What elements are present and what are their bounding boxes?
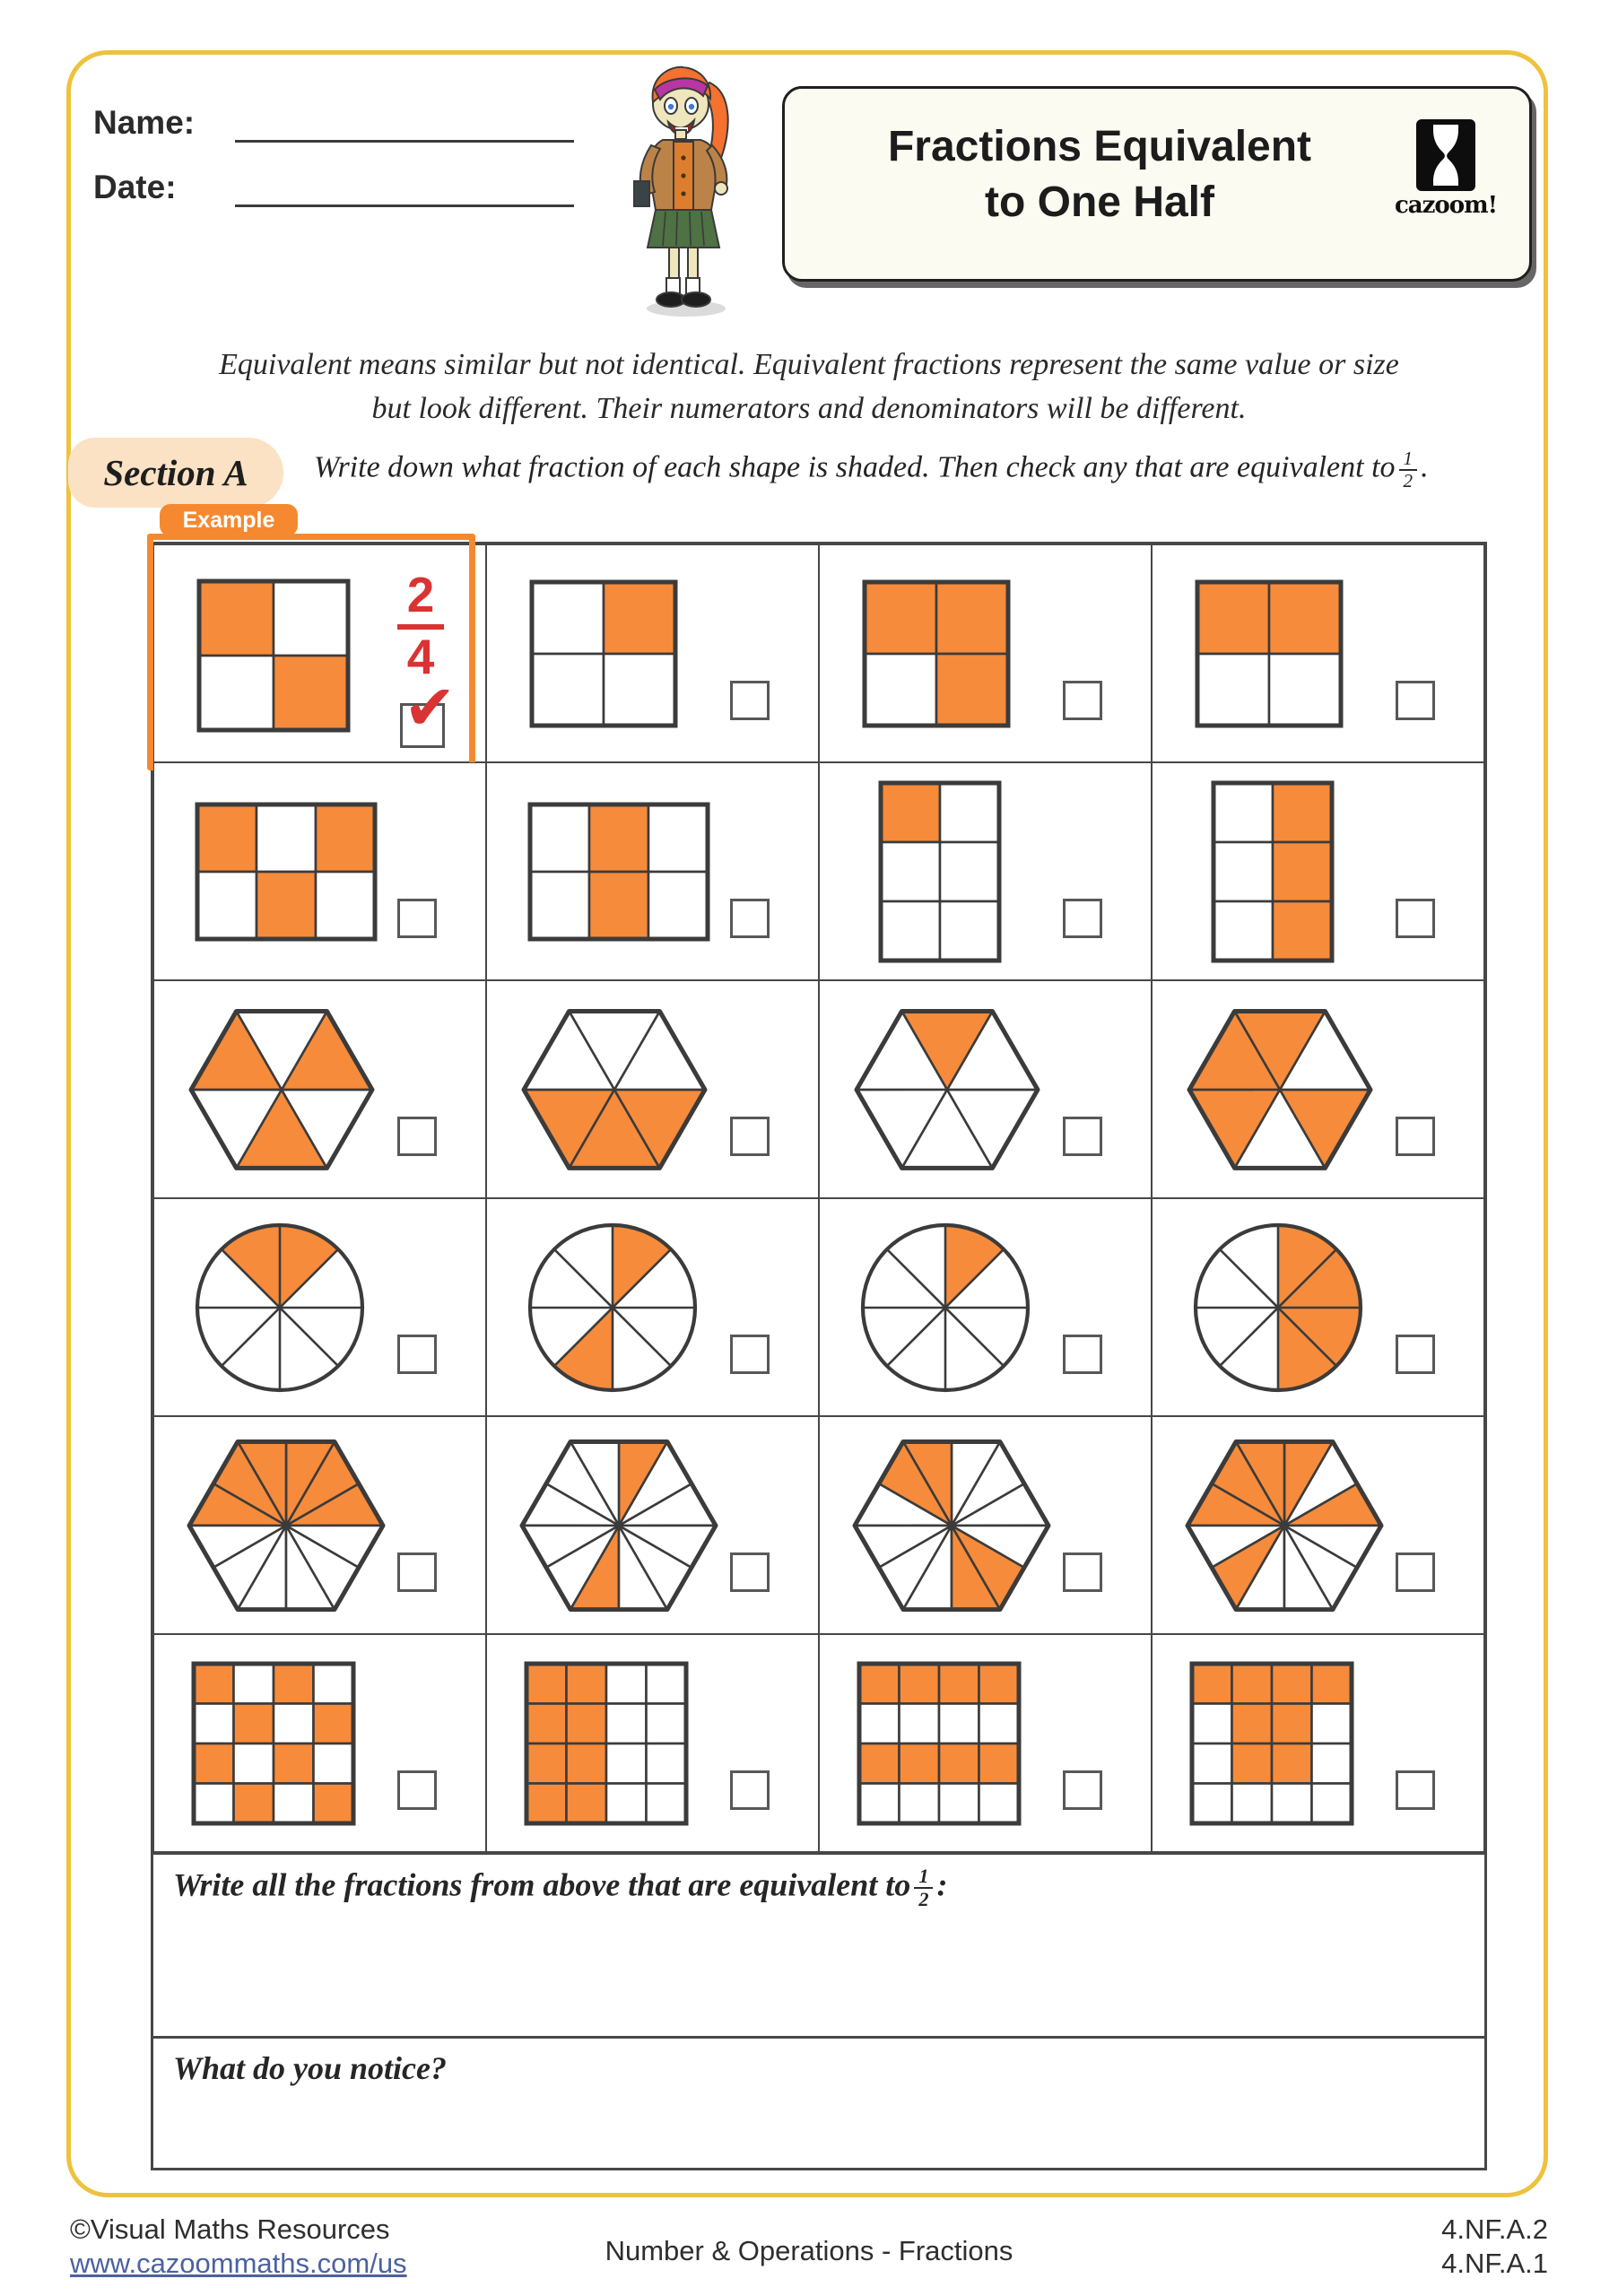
date-label: Date: xyxy=(93,169,177,205)
equivalence-checkbox[interactable] xyxy=(397,1117,437,1156)
equivalence-checkbox[interactable] xyxy=(1063,1770,1102,1810)
fraction-cell-r1c1 xyxy=(153,508,486,762)
rect-grid-figure xyxy=(194,801,378,943)
standard-code-1: 4.NF.A.2 xyxy=(1441,2213,1548,2245)
fraction-cell-r6c3 xyxy=(819,1634,1152,1852)
cazoom-logo-text: cazoom! xyxy=(1394,192,1498,219)
hexagon-12-figure xyxy=(518,1437,720,1613)
equivalence-checkbox[interactable] xyxy=(730,1335,770,1374)
square-grid-figure xyxy=(861,578,1012,729)
hexagon-12-figure xyxy=(850,1437,1053,1613)
fraction-cell-r5c3 xyxy=(819,1416,1152,1634)
intro-text xyxy=(126,343,1492,431)
circle-8-figure xyxy=(525,1220,700,1396)
cazoom-logo-icon xyxy=(1416,119,1475,191)
circle-8-figure xyxy=(192,1220,368,1396)
fraction-cell-r6c2 xyxy=(486,1634,819,1852)
fraction-cell-r3c4 xyxy=(1152,980,1484,1198)
section-a-instruction-period: . xyxy=(1421,450,1429,484)
hexagon-6-figure xyxy=(187,1006,377,1172)
square-grid-16-figure xyxy=(1188,1660,1355,1827)
rect-grid-figure xyxy=(526,801,711,943)
section-a-instruction xyxy=(314,448,1516,491)
equivalence-checkbox[interactable] xyxy=(397,899,437,938)
one-half-fraction: $\frac{1}{2}$ xyxy=(914,1866,933,1910)
copyright-text: ©Visual Maths Resources xyxy=(70,2213,390,2245)
equivalence-checkbox[interactable] xyxy=(1063,1552,1102,1592)
square-grid-16-figure xyxy=(190,1660,357,1827)
title-box xyxy=(782,86,1532,282)
equivalence-checkbox[interactable] xyxy=(1063,1117,1102,1156)
equivalence-checkbox[interactable] xyxy=(1063,899,1102,938)
example-checkbox[interactable] xyxy=(400,671,457,748)
fraction-cell-r6c1 xyxy=(153,1634,486,1852)
fraction-cell-r2c1 xyxy=(153,762,486,980)
fraction-cell-r4c1 xyxy=(153,1198,486,1416)
equivalence-checkbox[interactable] xyxy=(1396,1117,1435,1156)
fraction-cell-r1c4 xyxy=(1152,544,1484,762)
fraction-cell-r4c3 xyxy=(819,1198,1152,1416)
fraction-cell-r5c2 xyxy=(486,1416,819,1634)
square-grid-figure xyxy=(196,578,352,734)
equivalence-checkbox[interactable] xyxy=(730,899,770,938)
circle-8-figure xyxy=(857,1220,1033,1396)
hexagon-6-figure xyxy=(519,1006,709,1172)
intro-line1: Equivalent means similar but not identical. Equivalent fractions represent the same value or size xyxy=(219,348,1399,381)
fraction-cell-r6c4 xyxy=(1152,1634,1484,1852)
equivalence-checkbox[interactable] xyxy=(1396,1335,1435,1374)
question-2-box[interactable] xyxy=(153,2036,1484,2168)
fraction-cell-r3c3 xyxy=(819,980,1152,1198)
equivalence-checkbox[interactable] xyxy=(397,1335,437,1374)
equivalence-checkbox[interactable] xyxy=(1063,1335,1102,1374)
fraction-cell-r2c3 xyxy=(819,762,1152,980)
fraction-cell-r3c2 xyxy=(486,980,819,1198)
fraction-cell-r4c4 xyxy=(1152,1198,1484,1416)
cazoom-logo xyxy=(1387,119,1504,219)
date-input-line[interactable] xyxy=(235,204,574,207)
hexagon-6-figure xyxy=(1185,1006,1375,1172)
website-link[interactable]: www.cazoommaths.com/us xyxy=(70,2248,407,2279)
checkmark-icon: ✔ xyxy=(404,671,457,744)
equivalence-checkbox[interactable] xyxy=(1396,1552,1435,1592)
equivalence-checkbox[interactable] xyxy=(397,1552,437,1592)
fraction-cell-r1c2 xyxy=(486,544,819,762)
equivalence-checkbox[interactable] xyxy=(1063,681,1102,720)
fraction-cell-r4c2 xyxy=(486,1198,819,1416)
equivalence-checkbox[interactable] xyxy=(1396,681,1435,720)
one-half-fraction: $\frac{1}{2}$ xyxy=(1399,448,1418,491)
fraction-cell-r5c4 xyxy=(1152,1416,1484,1634)
equivalence-checkbox[interactable] xyxy=(397,1770,437,1810)
fraction-cell-r5c1 xyxy=(153,1416,486,1634)
fraction-cell-r2c2 xyxy=(486,762,819,980)
square-grid-figure xyxy=(1194,578,1344,729)
question-2-text: What do you notice? xyxy=(173,2050,448,2086)
example-badge: Example xyxy=(160,504,298,536)
question-1-text: Write all the fractions from above that are equivalent to $\frac{1}{2}$ : xyxy=(173,1865,948,1911)
hexagon-12-figure xyxy=(185,1437,387,1613)
worksheet-title-line1: Fractions Equivalent xyxy=(887,123,1312,170)
mascot-girl-illustration xyxy=(623,54,749,324)
intro-line2: but look different. Their numerators and denominators will be different. xyxy=(371,392,1247,426)
standard-code-2: 4.NF.A.1 xyxy=(1441,2248,1548,2279)
equivalence-checkbox[interactable] xyxy=(730,1552,770,1592)
worksheet-title-line2: to One Half xyxy=(984,178,1214,227)
equivalence-checkbox[interactable] xyxy=(730,1770,770,1810)
section-a-instruction-text: Write down what fraction of each shape is shaded. Then check any that are equivalent to xyxy=(314,450,1396,484)
category-text: Number & Operations - Fractions xyxy=(605,2235,1013,2266)
square-grid-16-figure xyxy=(523,1660,690,1827)
fraction-shapes-grid xyxy=(153,508,1484,1852)
section-a-badge xyxy=(68,438,283,508)
name-label: Name: xyxy=(93,104,196,141)
rect-grid-figure xyxy=(1210,779,1335,964)
hexagon-6-figure xyxy=(852,1006,1042,1172)
equivalence-checkbox[interactable] xyxy=(730,681,770,720)
rect-grid-figure xyxy=(877,779,1003,964)
hexagon-12-figure xyxy=(1183,1437,1386,1613)
section-a-table xyxy=(151,508,1487,2170)
example-answer-fraction: $\frac{2}{4}$ xyxy=(380,570,461,682)
fraction-cell-r1c3 xyxy=(819,544,1152,762)
worksheet-title xyxy=(817,119,1382,231)
equivalence-checkbox[interactable] xyxy=(1396,899,1435,938)
square-grid-16-figure xyxy=(856,1660,1022,1827)
section-a-label: Section A xyxy=(103,452,248,493)
circle-8-figure xyxy=(1190,1220,1366,1396)
equivalence-checkbox[interactable] xyxy=(730,1117,770,1156)
fraction-cell-r3c1 xyxy=(153,980,486,1198)
question-1-box[interactable] xyxy=(153,1852,1484,2036)
fraction-cell-r2c4 xyxy=(1152,762,1484,980)
name-input-line[interactable] xyxy=(235,140,574,143)
square-grid-figure xyxy=(528,578,679,729)
equivalence-checkbox[interactable] xyxy=(1396,1770,1435,1810)
